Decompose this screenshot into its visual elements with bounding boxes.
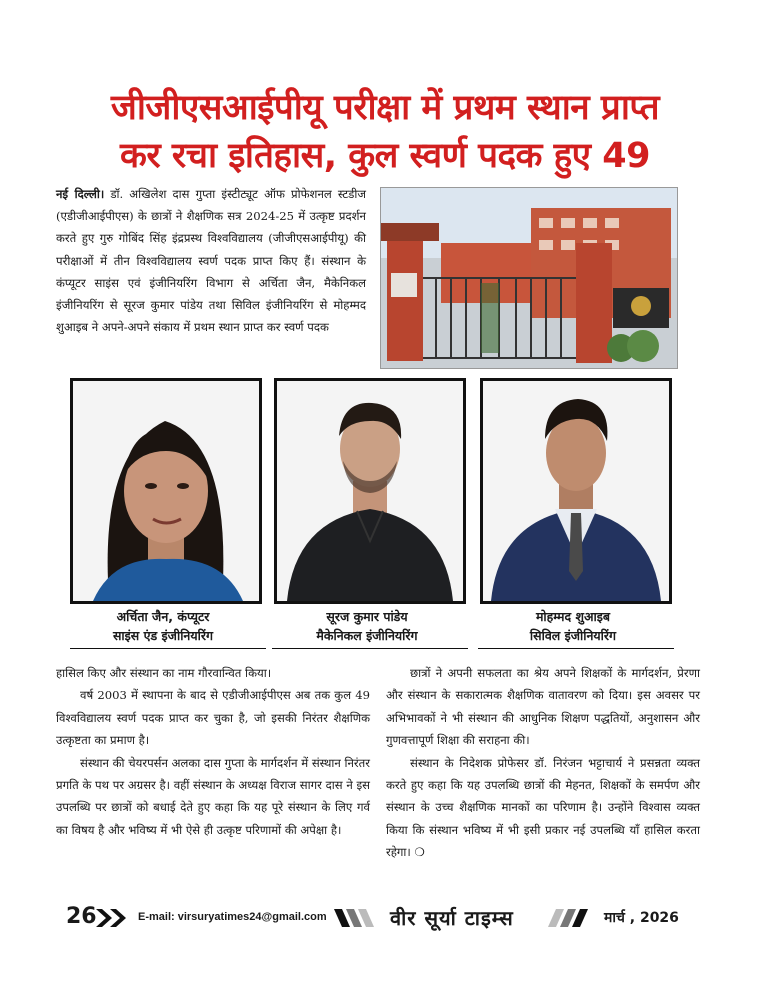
campus-gate-illustration: [381, 188, 677, 368]
caption-line-1: मोहम्मद शुआइब: [535, 609, 611, 624]
caption-line-2: सिविल इंजीनियरिंग: [529, 628, 617, 643]
caption-mohammad-shuaib: [473, 607, 673, 645]
dateline: नई दिल्ली।: [56, 187, 105, 201]
slash-stripes-icon: [540, 907, 590, 929]
caption-underline: [70, 648, 266, 649]
caption-underline: [272, 648, 468, 649]
page-number: 26: [66, 904, 97, 929]
portrait-archita-jain: [70, 378, 262, 604]
caption-line-2: मैकेनिकल इंजीनियरिंग: [316, 628, 418, 643]
body-paragraph: छात्रों ने अपनी सफलता का श्रेय अपने शिक्षकों के मार्गदर्शन, प्रेरणा और संस्थान के सकारात्मक शैक्षणिक वातावरण को दिया। इस अवसर पर अभिभावकों ने भी संस्थान की आधुनिक शिक्षण पद्धतियों, अनुशासन और गुणवत्तापूर्ण शिक्षा की सराहना की।: [386, 666, 700, 748]
portrait-mohammad-shuaib: [480, 378, 672, 604]
lead-text: डॉ. अखिलेश दास गुप्ता इंस्टीट्यूट ऑफ प्रोफेशनल स्टडीज (एडीजीआईपीएस) के छात्रों ने शैक्षणिक सत्र 2024-25 में उत्कृष्ट प्रदर्शन करते हुए गुरु गोबिंद सिंह इंद्रप्रस्थ विश्वविद्यालय (जीजीएसआईपीयू) की परीक्षाओं में तीन विश्वविद्यालय स्वर्ण पदक प्राप्त किए हैं। संस्थान के कंप्यूटर साइंस एवं इंजीनियरिंग विभाग से अर्चिता जैन, मैकेनिकल इंजीनियरिंग से सूरज कुमार पांडेय तथा सिविल इंजीनियरिंग से मोहम्मद शुआइब ने अपने-अपने संकाय में प्रथम स्थान प्राप्त कर स्वर्ण पदक: [56, 187, 366, 335]
issue-date: मार्च , 2026: [604, 910, 679, 926]
caption-line-2: साइंस एंड इंजीनियरिंग: [112, 628, 214, 643]
caption-line-1: सूरज कुमार पांडेय: [326, 609, 408, 624]
caption-underline: [478, 648, 674, 649]
body-paragraph: हासिल किए और संस्थान का नाम गौरवान्वित किया।: [56, 666, 272, 680]
chevron-arrows-icon: [94, 907, 132, 929]
headline: [40, 84, 730, 180]
body-column-right: [386, 662, 700, 864]
body-paragraph: वर्ष 2003 में स्थापना के बाद से एडीजीआईपीएस अब तक कुल 49 विश्वविद्यालय स्वर्ण पदक प्राप्त कर चुका है, जो इसकी निरंतर शैक्षणिक उत्कृष्टता का प्रमाण है।: [56, 688, 370, 748]
headline-line-1: जीजीएसआईपीयू परीक्षा में प्रथम स्थान प्राप्त: [110, 88, 660, 128]
slash-stripes-icon: [332, 907, 382, 929]
masthead: वीर सूर्या टाइम्स: [390, 906, 514, 930]
page-footer: [60, 904, 720, 934]
headline-line-2: कर रचा इतिहास, कुल स्वर्ण पदक हुए 49: [120, 136, 650, 176]
portrait-illustration: [277, 381, 463, 601]
body-paragraph: संस्थान की चेयरपर्सन अलका दास गुप्ता के मार्गदर्शन में संस्थान निरंतर प्रगति के पथ पर अग्रसर है। वहीं संस्थान के अध्यक्ष विराज सागर दास ने इस उपलब्धि पर छात्रों को बधाई देते हुए कहा कि यह पूरे संस्थान के लिए गर्व का विषय है और भविष्य में भी ऐसे ही उत्कृष्ट परिणामों की अपेक्षा है।: [56, 755, 371, 837]
portrait-illustration: [73, 381, 259, 601]
lead-paragraph: [56, 183, 366, 338]
footer-email: E-mail: virsuryatimes24@gmail.com: [138, 911, 327, 923]
portrait-illustration: [483, 381, 669, 601]
caption-archita-jain: [63, 607, 263, 645]
caption-line-1: अर्चिता जैन, कंप्यूटर: [116, 609, 210, 624]
portrait-suraj-kumar-pandey: [274, 378, 466, 604]
caption-suraj-kumar-pandey: [267, 607, 467, 645]
campus-gate-photo: [380, 187, 678, 369]
body-paragraph: संस्थान के निदेशक प्रोफेसर डॉ. निरंजन भट्टाचार्य ने प्रसन्नता व्यक्त करते हुए कहा कि यह उपलब्धि छात्रों की मेहनत, शिक्षकों के समर्पण और संस्थान के उच्च शैक्षणिक मानकों का परिणाम है। उन्होंने विश्वास व्यक्त किया कि संस्थान भविष्य में भी इसी प्रकार नई उपलब्धि याँ हासिल करता रहेगा। ❍: [386, 755, 700, 860]
body-column-left: [56, 662, 370, 841]
